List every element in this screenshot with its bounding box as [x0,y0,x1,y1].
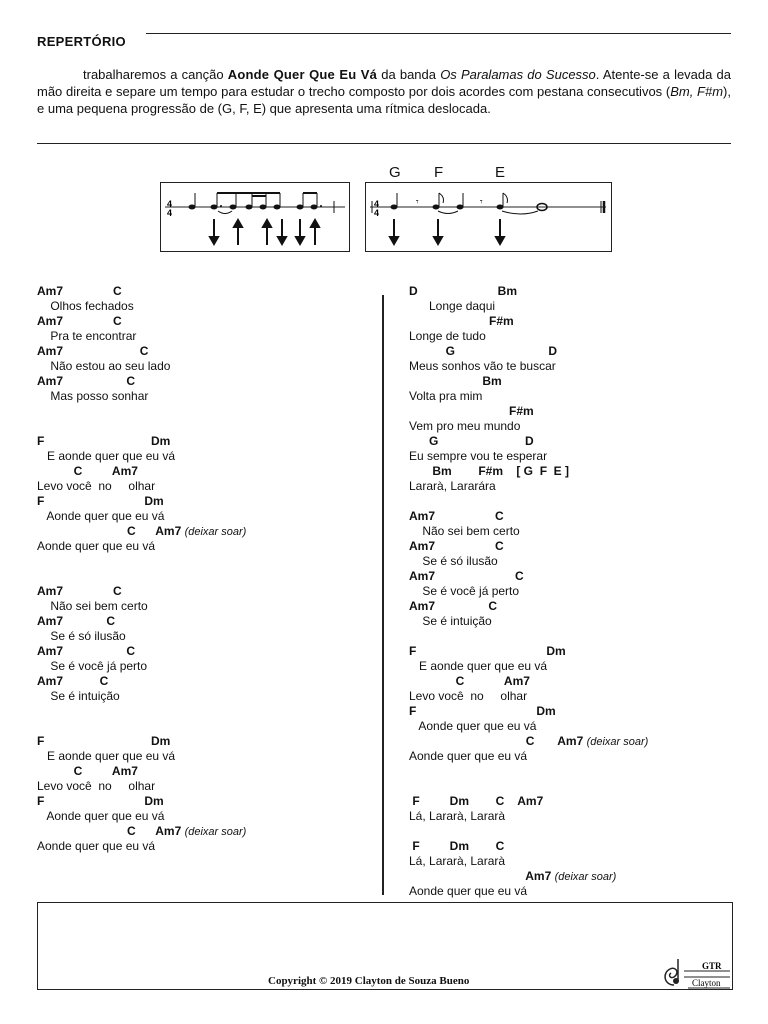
chord-text: C Am7 [409,734,587,748]
down-arrow [296,219,304,244]
lyric-line: Lararà, Lararára [409,479,496,493]
stanza-gap [409,824,739,839]
lyric-line: Lá, Lararà, Lararà [409,809,506,823]
lyric-line: Aonde quer que eu vá [409,749,528,763]
chord-line: F Dm [37,794,164,808]
chord-line: D Bm [409,284,518,298]
lyric-line: E aonde quer que eu vá [37,449,176,463]
stanza-gap [409,764,739,779]
chord-label-e: E [495,164,506,181]
stanza-gap [37,569,367,584]
copyright-text: Copyright © 2019 Clayton de Souza Bueno [268,975,470,987]
barre-chords: Bm, F#m [670,84,724,99]
chord-line: C Am7 [37,464,138,478]
lyric-line: Levo você no olhar [37,779,156,793]
intro-paragraph [37,66,731,117]
annotation: (deixar soar) [586,736,649,748]
lyric-line: Meus sonhos vão te buscar [409,359,556,373]
chord-line [409,869,739,884]
chord-line: F Dm [37,734,171,748]
chord-line: F#m [409,404,534,418]
chord-line: F Dm [409,644,566,658]
lyric-line: E aonde quer que eu vá [37,749,176,763]
song-title: Aonde Quer Que Eu Vá [227,67,378,82]
lyric-line: Não sei bem certo [409,524,520,538]
lyric-line: Aonde quer que eu vá [409,719,537,733]
lyrics-column-left [37,284,367,854]
down-arrow [210,219,218,244]
chord-line: Am7 C [409,599,498,613]
annotation: (deixar soar) [184,826,247,838]
chord-line [37,824,367,839]
chord-line: F Dm [37,494,164,508]
note [274,193,281,210]
annotation: (deixar soar) [184,526,247,538]
lyric-line: Se é só ilusão [37,629,126,643]
chord-label-f: F [434,164,444,181]
lyric-line: Se é intuição [409,614,492,628]
stanza-gap [37,554,367,569]
chord-line: Am7 C [409,569,524,583]
time-signature-bottom: 4 [374,208,380,218]
chord-line: Am7 C [37,314,122,328]
lyric-line: Volta pra mim [409,389,483,403]
time-signature-top: 4 [374,199,380,209]
down-arrow [278,219,286,244]
chord-line: C Am7 [409,674,530,688]
gtr-logo [660,955,732,989]
stanza-gap [409,629,739,644]
stanza-gap [409,494,739,509]
lyric-line: E aonde quer que eu vá [409,659,548,673]
down-arrow [390,219,398,244]
chord-line: Am7 C [37,284,122,298]
note [230,193,237,210]
chord-line: F Dm [409,704,556,718]
lyric-line: Mas posso sonhar [37,389,149,403]
chord-line: F#m [409,314,514,328]
chord-text: C Am7 [37,524,185,538]
chord-line: G D [409,434,534,448]
strum-pattern-staff [160,182,350,252]
lyric-line: Se é você já perto [37,659,148,673]
lyric-line: Não estou ao seu lado [37,359,171,373]
rest-icon: 𝄾 [416,197,419,208]
section-divider [37,143,731,144]
note [457,193,464,210]
note [246,193,253,210]
band-name: Os Paralamas do Sucesso [440,67,596,82]
intro-text-3: . Atente-se a levada da mão direita e separe um tempo para estudar o trecho composto por dois acordes com pestana consecutivos ( [37,67,732,99]
lyric-line: Aonde quer que eu vá [37,839,156,853]
chord-line: Am7 C [37,674,109,688]
page-title: REPERTÓRIO [37,34,126,49]
chord-line: F Dm C Am7 [409,794,544,808]
intro-text-4: ), e uma pequena progressão de (G, F, E) que apresenta uma rítmica deslocada. [37,84,731,116]
chord-line: G D [409,344,558,358]
down-arrow [434,219,442,244]
intro-text-2: da banda [377,67,441,82]
lyrics-column-right [409,284,739,899]
up-arrow [263,220,271,245]
annotation: (deixar soar) [554,871,617,883]
title-rule [146,33,731,34]
chord-line: Am7 C [37,644,136,658]
logo-text-top: GTR [702,961,722,971]
logo-text-bottom: Clayton [692,978,721,988]
lyric-line: Olhos fechados [37,299,134,313]
chord-line: Am7 C [37,584,122,598]
chord-label-g: G [389,164,401,181]
lyric-line: Levo você no olhar [37,479,156,493]
stanza-gap [37,704,367,719]
lyric-line: Levo você no olhar [409,689,528,703]
lyric-line: Se é intuição [37,689,120,703]
chord-line: Bm F#m [ G F E ] [409,464,570,478]
footer-box [37,902,733,990]
chord-text: Am7 [409,869,555,883]
chord-line: C Am7 [37,764,138,778]
stanza-gap [409,779,739,794]
chord-line: Bm [409,374,502,388]
lyric-line: Aonde quer que eu vá [409,884,528,898]
lyric-line: Aonde quer que eu vá [37,809,165,823]
chord-line: Am7 C [409,509,504,523]
progression-staff [365,182,612,252]
time-signature-bottom: 4 [167,208,173,218]
time-signature-top: 4 [167,199,173,209]
chord-line [37,524,367,539]
note [189,193,196,210]
chord-line: F Dm C [409,839,505,853]
column-divider [382,295,384,895]
stanza-gap [37,419,367,434]
note [297,193,304,210]
intro-text-1: trabalharemos a canção [83,67,228,82]
chord-line: F Dm [37,434,171,448]
lyric-line: Se é só ilusão [409,554,498,568]
lyric-line: Longe daqui [409,299,496,313]
chord-line: Am7 C [37,374,136,388]
chord-line: Am7 C [37,344,149,358]
chord-line: Am7 C [409,539,504,553]
lyric-line: Eu sempre vou te esperar [409,449,548,463]
chord-text: C Am7 [37,824,185,838]
lyric-line: Pra te encontrar [37,329,137,343]
chord-line: Am7 C [37,614,116,628]
lyric-line: Aonde quer que eu vá [37,539,156,553]
stanza-gap [37,719,367,734]
lyric-line: Longe de tudo [409,329,486,343]
lyric-line: Vem pro meu mundo [409,419,521,433]
lyric-line: Não sei bem certo [37,599,148,613]
note [391,193,398,210]
rest-icon: 𝄾 [480,197,483,208]
chord-line [409,734,739,749]
lyric-line: Lá, Lararà, Lararà [409,854,506,868]
up-arrow [311,220,319,245]
down-arrow [496,219,504,244]
up-arrow [234,220,242,245]
stanza-gap [37,404,367,419]
lyric-line: Se é você já perto [409,584,520,598]
lyric-line: Aonde quer que eu vá [37,509,165,523]
